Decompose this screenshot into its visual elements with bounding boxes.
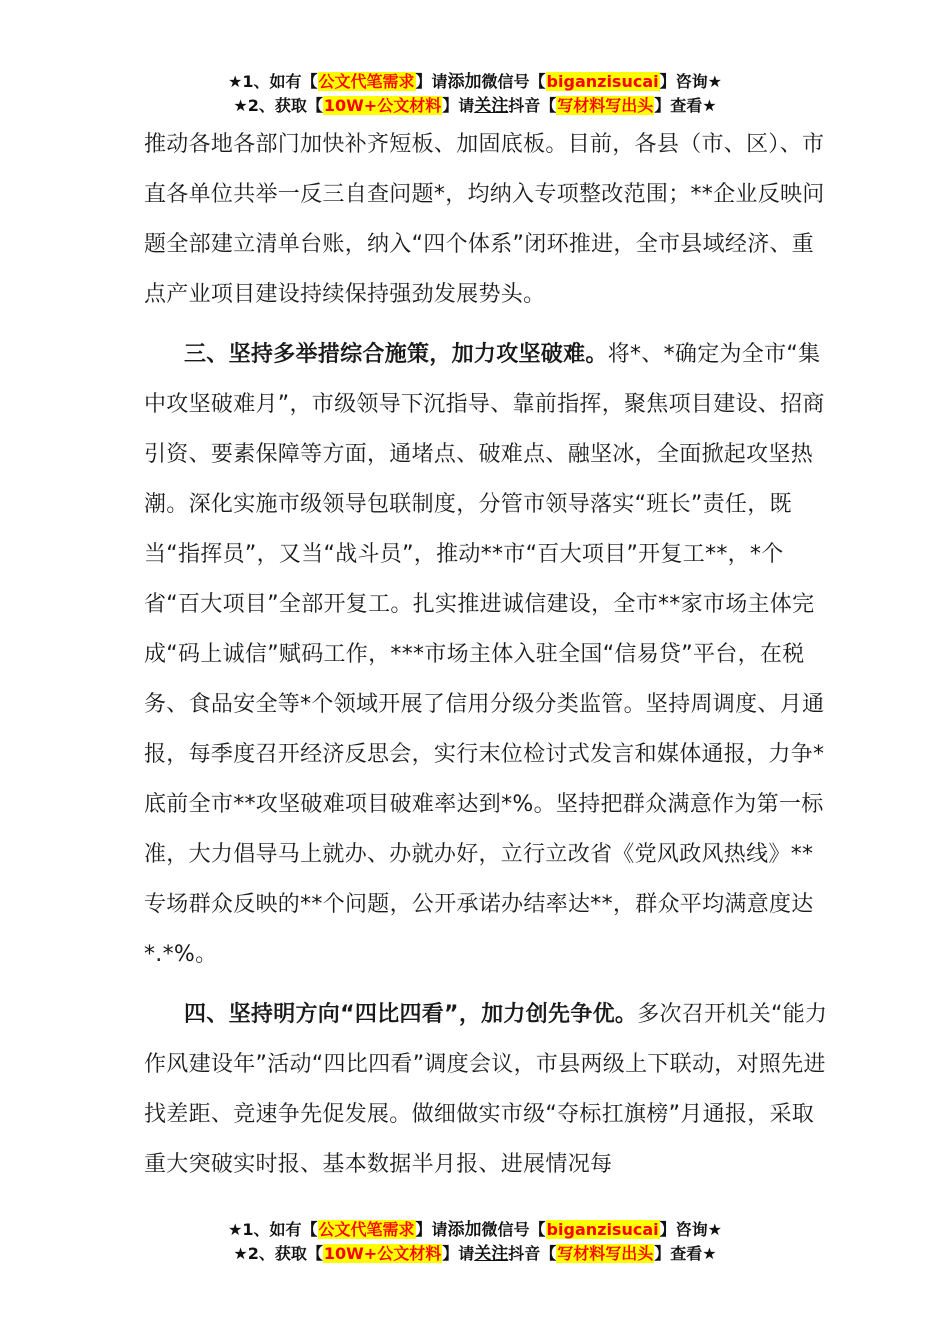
paragraph-continued: 推动各地各部门加快补齐短板、加固底板。目前，各县（市、区）、市直各单位共举一反三自查问题*，均纳入专项整改范围；**企业反映问题全部建立清单台账，纳入“四个体系”闭环推进，全市县域经济、重点产业项目建设持续保持强劲发展势头。 bbox=[144, 132, 825, 307]
highlight-douyin-account: 写材料写出头 bbox=[557, 1244, 654, 1263]
promo-line-1: ★1、如有【公文代笔需求】请添加微信号【biganzisucai】咨询★ bbox=[228, 72, 722, 92]
highlight-materials: 10W+公文材料 bbox=[323, 1244, 442, 1263]
section-four-body: 多次召开机关“能力作风建设年”活动“四比四看”调度会议，市县两级上下联动，对照先进找差距、竞速争先促发展。做细做实市级“夺标扛旗榜”月通报，采取重大突破实时报、基本数据半月报、进展情况每 bbox=[144, 1002, 828, 1177]
highlight-materials: 10W+公文材料 bbox=[323, 96, 442, 115]
highlight-wechat-id: biganzisucai bbox=[546, 72, 659, 91]
highlight-douyin-account: 写材料写出头 bbox=[557, 96, 654, 115]
highlight-wechat-id: biganzisucai bbox=[546, 1220, 659, 1239]
section-three-heading: 三、坚持多举措综合施策，加力攻坚破难。 bbox=[184, 342, 608, 367]
highlight-service: 公文代笔需求 bbox=[318, 1220, 415, 1239]
promo-line-2: ★2、获取【10W+公文材料】请关注抖音【写材料写出头】查看★ bbox=[233, 96, 717, 116]
highlight-service: 公文代笔需求 bbox=[318, 72, 415, 91]
section-three-body: 将*、*确定为全市“集中攻坚破难月”，市级领导下沉指导、靠前指挥，聚焦项目建设、招商引资、要素保障等方面，通堵点、破难点、融坚冰，全面掀起攻坚热潮。深化实施市级领导包联制度，分管市领导落实“班长”责任，既当“指挥员”，又当“战斗员”，推动**市“百大项目”开复工**，*个省“百大项目”全部开复工。扎实推进诚信建设，全市**家市场主体完成“码上诚信”赋码工作，***市场主体入驻全国“信易贷”平台，在税务、食品安全等*个领域开展了信用分级分类监管。坚持周调度、月通报，每季度召开经济反思会，实行末位检讨式发言和媒体通报，力争*底前全市**攻坚破难项目破难率达到*%。坚持把群众满意作为第一标准，大力倡导马上就办、办就办好，立行立改省《党风政风热线》**专场群众反映的**个问题，公开承诺办结率达**，群众平均满意度达*.*%。 bbox=[144, 342, 825, 967]
promo-line-2: ★2、获取【10W+公文材料】请关注抖音【写材料写出头】查看★ bbox=[233, 1244, 717, 1264]
bottom-promo-banner bbox=[0, 1218, 950, 1266]
paragraph-section-three bbox=[144, 330, 830, 980]
document-body bbox=[144, 120, 830, 1190]
section-four-heading: 四、坚持明方向“四比四看”，加力创先争优。 bbox=[184, 1002, 638, 1027]
paragraph-section-four bbox=[144, 990, 830, 1190]
promo-line-1: ★1、如有【公文代笔需求】请添加微信号【biganzisucai】咨询★ bbox=[228, 1220, 722, 1240]
top-promo-banner bbox=[0, 70, 950, 118]
